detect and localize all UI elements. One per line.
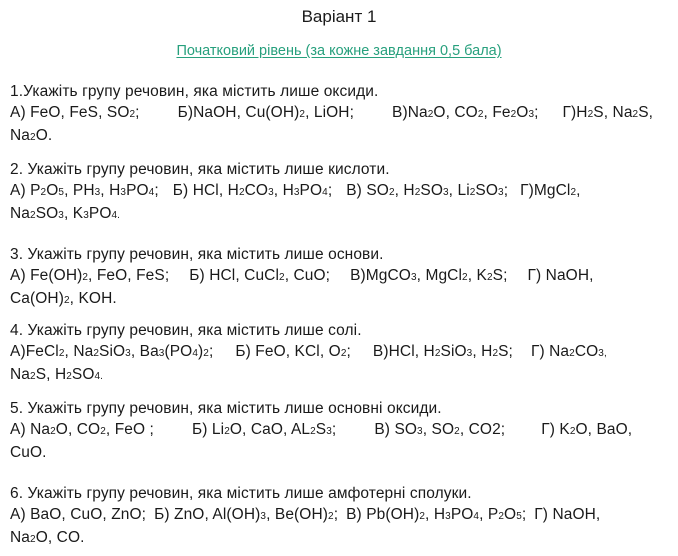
question-prompt: 6. Укажіть групу речовин, яка містить лише амфотерні сполуки. bbox=[10, 485, 472, 502]
question-2 bbox=[10, 159, 672, 226]
question-options: А)FeCl2, Na2SiO3, Ba3(PO4)2; Б) FeO, KCl, O2; В)HCl, H2SiO3, H2S; Г) Na2CO3, bbox=[10, 343, 607, 360]
question-prompt: 5. Укажіть групу речовин, яка містить лише основні оксиди. bbox=[10, 400, 442, 417]
question-5 bbox=[10, 398, 672, 463]
question-options-continued: Na2SO3, K3PO4. bbox=[10, 205, 121, 222]
page-title: Варіант 1 bbox=[301, 7, 377, 26]
question-options: А) FeO, FeS, SO2; Б)NaOH, Cu(OH)2, LiOH; В)Na2O, CO2, Fe2O3; Г)H2S, Na2S, bbox=[10, 104, 654, 121]
question-options: А) P2O5, PH3, H3PO4; Б) HCl, H2CO3, H3PO4; В) SO2, H2SO3, Li2SO3; Г)MgCl2, bbox=[10, 182, 581, 199]
level-subtitle-text: Початковий рівень (за кожне завдання 0,5 бала) bbox=[176, 43, 502, 59]
question-options-continued: CuO. bbox=[10, 444, 47, 461]
question-options: А) Na2O, CO2, FeO ; Б) Li2O, CaO, AL2S3; В) SO3, SO2, CO2; Г) K2O, BaO, bbox=[10, 421, 633, 438]
question-options: А) BaO, CuO, ZnO; Б) ZnO, Al(OH)3, Be(OH)2; В) Pb(OH)2, H3PO4, P2O5; Г) NaOH, bbox=[10, 506, 601, 523]
question-prompt: 3. Укажіть групу речовин, яка містить лише основи. bbox=[10, 246, 384, 263]
question-6 bbox=[10, 483, 672, 550]
question-options-continued: Na2S, H2SO4. bbox=[10, 366, 104, 383]
question-prompt: 4. Укажіть групу речовин, яка містить лише солі. bbox=[10, 322, 362, 339]
level-subtitle bbox=[0, 41, 678, 61]
question-options-continued: Na2O, CO. bbox=[10, 529, 85, 546]
question-3 bbox=[10, 244, 672, 311]
question-prompt: 2. Укажіть групу речовин, яка містить лише кислоти. bbox=[10, 161, 390, 178]
question-4 bbox=[10, 320, 672, 387]
question-options: А) Fe(OH)2, FeO, FeS; Б) HCl, CuCl2, CuO; В)MgCO3, MgCl2, K2S; Г) NaOH, bbox=[10, 267, 594, 284]
question-options-continued: Ca(OH)2, KOH. bbox=[10, 290, 117, 307]
question-options-continued: Na2O. bbox=[10, 127, 53, 144]
question-1 bbox=[10, 81, 672, 148]
question-prompt: 1.Укажіть групу речовин, яка містить лише оксиди. bbox=[10, 83, 379, 100]
